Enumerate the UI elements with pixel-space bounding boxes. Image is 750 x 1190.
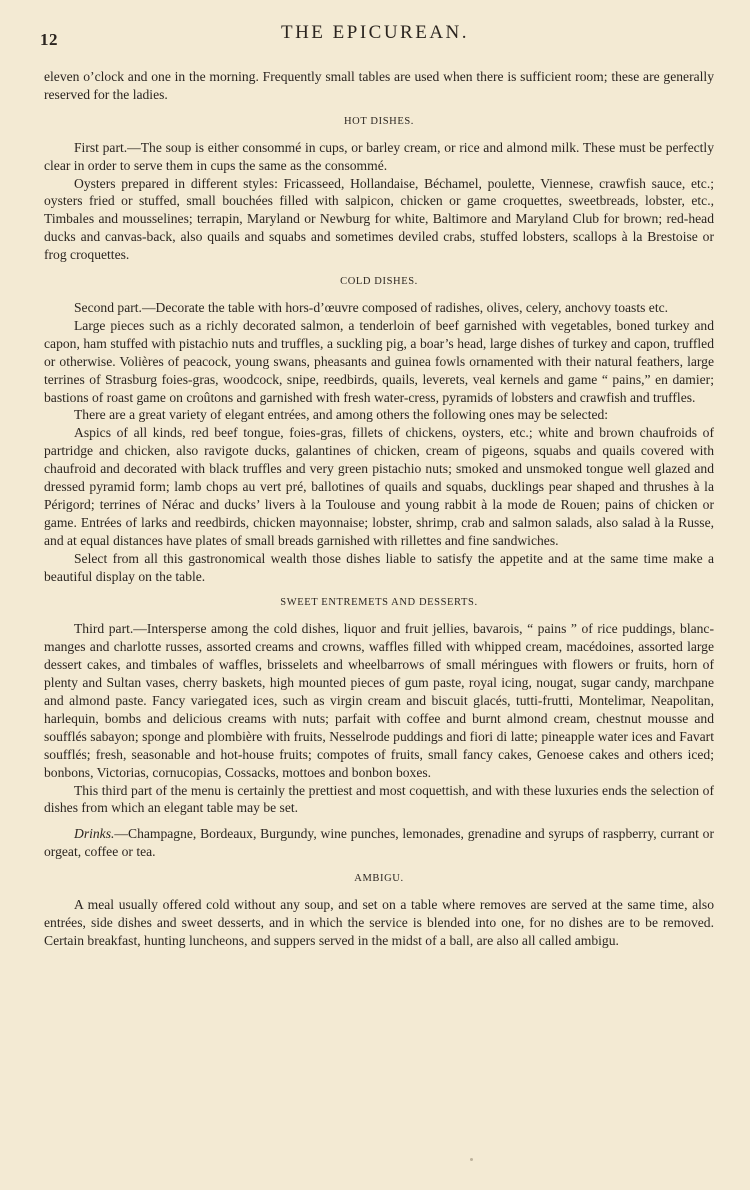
page-body [44,68,714,950]
drinks-paragraph [44,825,714,861]
drinks-label: Drinks. [74,826,115,842]
ambigu-paragraph: A meal usually offered cold without any soup, and set on a table where removes are served at the same time, also entrées, side dishes and sweet desserts, and in which the service is blended into one, for no dishes are to be removed. Certain breakfast, hunting luncheons, and suppers served in the midst of a ball, are also all called ambigu. [44,897,714,948]
hot-paragraph-2: Oysters prepared in different styles: Fricasseed, Hollandaise, Béchamel, poulette, Viennese, crawfish sauce, etc.; oysters fried or stuffed, small bouchées filled with salpicon, chicken or game croquettes, sweetbreads, lobster, etc., Timbales and mousselines; terrapin, Maryland or Newburg for white, Baltimore and Maryland Club for brown; red-head ducks and canvas-back, also quails and squabs and sometimes deviled crabs, stuffed lobsters, scallops à la Brestoise or frog croquettes. [44,175,714,263]
page-number: 12 [40,30,58,49]
cold-paragraph-3: There are a great variety of elegant entrées, and among others the following ones may be selected: [74,407,609,423]
sweet-paragraph-1: Third part.—Intersperse among the cold dishes, liquor and fruit jellies, bavarois, “ pains ” of rice puddings, blanc-manges and charlotte russes, assorted creams and crowns, waffles filled with whipped cream, macédoines, assorted large dessert cakes, and timbales of waffles, brisselets and wheelbarrows of small méringues with flowers or fruits, horn of plenty and Sultan vases, cherry baskets, high mounted pieces of gum paste, royal icing, nougat, sugar candy, marchpane and almond paste. Fancy variegated ices, such as virgin cream and biscuit glacés, tutti-frutti, Montelimar, Neapolitan, harlequin, bombs and delicious creams with nuts; parfait with coffee and burnt almond cream, chestnut mousse and soufflés sabayon; sponge and plombière with fruits, Nesselrode puddings and fiori di latte; pineapple water ices and Favart soufflés; fresh, seasonable and hot-house fruits; compotes of fruits, small fancy cakes, Genoese cakes and others iced; bonbons, Victorias, cornucopias, Cossacks, mottoes and bonbon boxes. [44,621,714,780]
section-heading-ambigu: AMBIGU. [354,873,404,885]
cold-paragraph-5: Select from all this gastronomical wealth those dishes liable to satisfy the appetite and at the same time make a beautiful display on the table. [44,550,714,584]
hot-paragraph-1: First part.—The soup is either consommé in cups, or barley cream, or rice and almond milk. These must be perfectly clear in order to serve them in cups the same as the consommé. [44,139,714,173]
section-heading-sweet-entremets: SWEET ENTREMETS AND DESSERTS. [280,597,478,609]
intro-paragraph: eleven o’clock and one in the morning. Frequently small tables are used when there is sufficient room; these are generally reserved for the ladies. [44,69,714,102]
paper-speck [470,1158,473,1161]
cold-paragraph-1: Second part.—Decorate the table with hors-d’œuvre composed of radishes, olives, celery, anchovy toasts etc. [74,299,669,315]
section-heading-hot-dishes: HOT DISHES. [344,115,414,127]
sweet-paragraph-2: This third part of the menu is certainly the prettiest and most coquettish, and with these luxuries ends the selection of dishes from which an elegant table may be set. [44,782,714,816]
section-heading-cold-dishes: COLD DISHES. [340,276,418,288]
cold-paragraph-2: Large pieces such as a richly decorated salmon, a tenderloin of beef garnished with vegetables, boned turkey and capon, ham stuffed with pistachio nuts and truffles, a suckling pig, a boar’s head, large dishes of turkey and capon, truffled or otherwise. Volières of peacock, young swans, pheasants and guinea fowls ornamented with their natural feathers, large terrines of Strasburg foies-gras, woodcock, snipe, reedbirds, quails, leverets, veal kernels and game “ pains,” en damier; bastions of roast game on croûtons and garnished with fresh water-cress, pyramids of lobsters and crawfish and truffles. [44,317,714,405]
drinks-text: —Champagne, Bordeaux, Burgundy, wine punches, lemonades, grenadine and syrups of raspberry, currant or orgeat, coffee or tea. [44,826,714,860]
running-head: THE EPICUREAN. [280,22,470,43]
cold-paragraph-4: Aspics of all kinds, red beef tongue, foies-gras, fillets of chickens, oysters, etc.; white and brown chaufroids of partridge and chicken, also ravigote ducks, galantines of chicken, cream of pigeons, squabs and quails covered with chaufroid and decorated with black truffles and very green pistachio nuts; smoked and unsmoked tongue well glazed and dressed pyramid form; lamb chops au vert pré, ballotines of quails and squabs, ducklings pear shaped and thrushes à la Périgord; terrines of Nérac and ducks’ livers à la Toulouse and young rabbit à la mode de Rouen; pains of chicken or game. Entrées of larks and reedbirds, chicken mayonnaise; lobster, shrimp, crab and salmon salads, also salad à la Russe, and at equal distances have plates of small breads garnished with rillettes and fine sandwiches. [44,425,714,548]
